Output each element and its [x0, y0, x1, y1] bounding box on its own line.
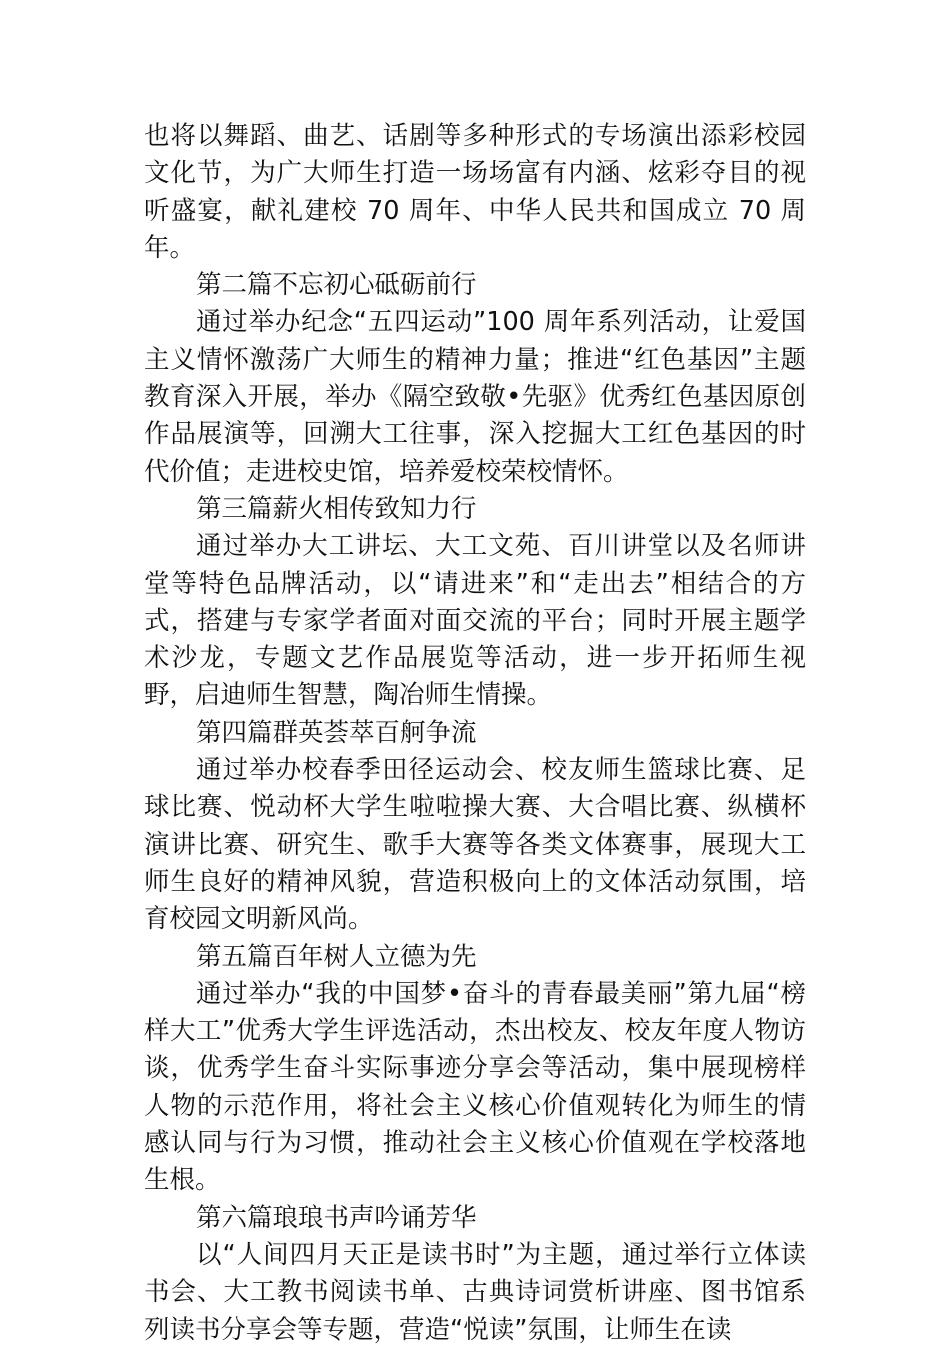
paragraph-section-4: 通过举办校春季田径运动会、校友师生篮球比赛、足球比赛、悦动杯大学生啦啦操大赛、大合唱比赛、纵横杯演讲比赛、研究生、歌手大赛等各类文体赛事，展现大工师生良好的精神风貌，营造积极向上的文体活动氛围，培育校园文明新风尚。	[144, 755, 806, 935]
paragraph-section-2: 通过举办纪念“五四运动”100 周年系列活动，让爱国主义情怀激荡广大师生的精神力量；推进“红色基因”主题教育深入开展，举办《隔空致敬•先驱》优秀红色基因原创作品展演等，回溯大工往事，深入挖掘大工红色基因的时代价值；走进校史馆，培养爱校荣校情怀。	[144, 307, 806, 487]
section-heading-5: 第五篇百年树人立德为先	[196, 941, 477, 972]
section-heading-4: 第四篇群英荟萃百舸争流	[196, 717, 477, 748]
paragraph-section-3: 通过举办大工讲坛、大工文苑、百川讲堂以及名师讲堂等特色品牌活动，以“请进来”和“走出去”相结合的方式，搭建与专家学者面对面交流的平台；同时开展主题学术沙龙，专题文艺作品展览等活动，进一步开拓师生视野，启迪师生智慧，陶冶师生情操。	[144, 531, 806, 711]
paragraph-section-5: 通过举办“我的中国梦•奋斗的青春最美丽”第九届“榜样大工”优秀大学生评选活动，杰出校友、校友年度人物访谈，优秀学生奋斗实际事迹分享会等活动，集中展现榜样人物的示范作用，将社会主义核心价值观转化为师生的情感认同与行为习惯，推动社会主义核心价值观在学校落地生根。	[144, 978, 806, 1196]
section-heading-6: 第六篇琅琅书声吟诵芳华	[196, 1202, 477, 1233]
section-heading-3: 第三篇薪火相传致知力行	[196, 493, 477, 524]
section-heading-2: 第二篇不忘初心砥砺前行	[196, 270, 477, 301]
document-page	[144, 118, 806, 1349]
paragraph-continued: 也将以舞蹈、曲艺、话剧等多种形式的专场演出添彩校园文化节，为广大师生打造一场场富有内涵、炫彩夺目的视听盛宴，献礼建校 70 周年、中华人民共和国成立 70 周年。	[144, 121, 806, 263]
paragraph-section-6: 以“人间四月天正是读书时”为主题，通过举行立体读书会、大工教书阅读书单、古典诗词赏析讲座、图书馆系列读书分享会等专题，营造“悦读”氛围，让师生在读	[144, 1239, 806, 1345]
